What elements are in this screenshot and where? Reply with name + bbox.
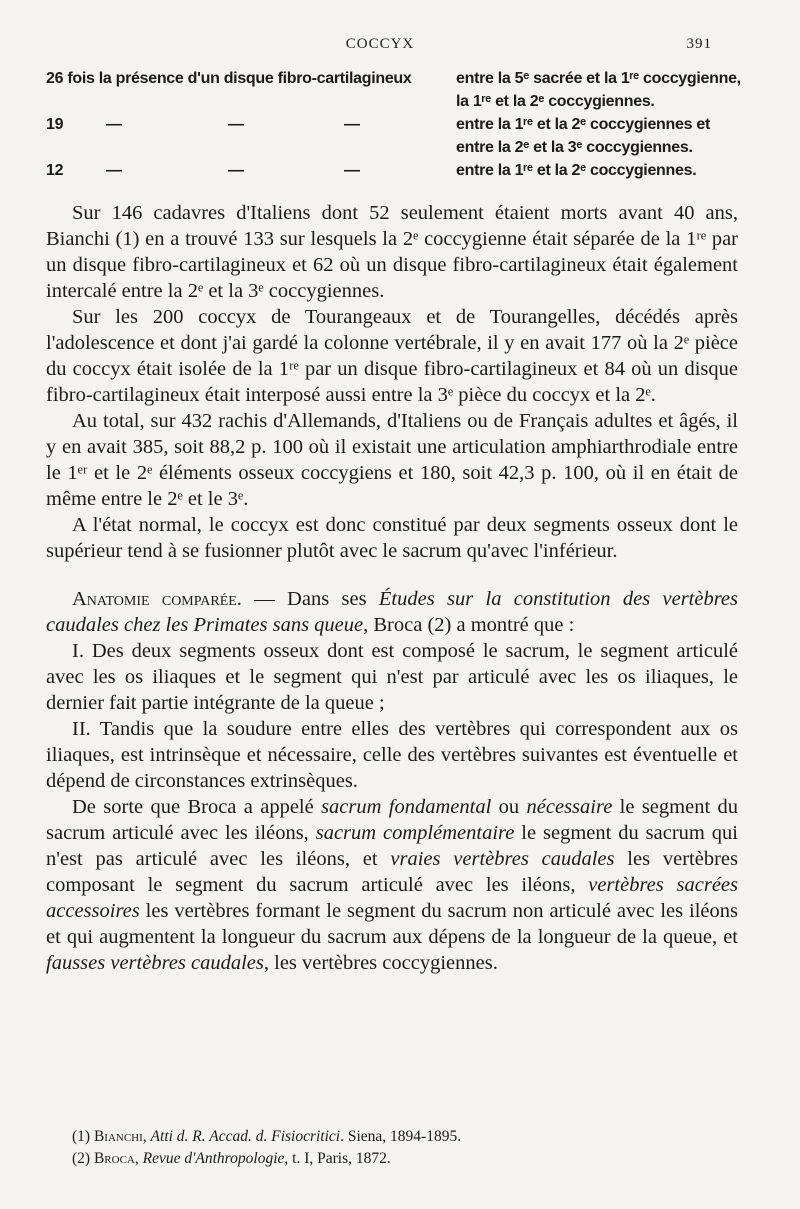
running-header bbox=[48, 36, 712, 60]
table-row bbox=[46, 93, 736, 116]
table-cell-location: entre la 1ʳᵉ et la 2ᵉ coccygiennes et bbox=[456, 116, 710, 133]
table-cell-location: entre la 5ᵉ sacrée et la 1ʳᵉ coccygienne, bbox=[456, 70, 741, 87]
table-cell-count: 12 bbox=[46, 162, 64, 179]
table-cell-count: 26 fois la présence d'un disque fibro-cartilagineux bbox=[46, 70, 412, 87]
section-heading: Anatomie comparée. bbox=[72, 588, 242, 610]
footnotes bbox=[72, 1126, 712, 1170]
footnote-2: (2) Broca, Revue d'Anthropologie, t. I, Paris, 1872. bbox=[72, 1150, 391, 1167]
table-row bbox=[46, 116, 736, 139]
table-cell-ditto: — bbox=[106, 162, 122, 179]
cited-work-title: Études sur la constitution des vertèbres caudales chez les Primates sans queue bbox=[46, 588, 739, 636]
paragraph-bianchi: Sur 146 cadavres d'Italiens dont 52 seulement étaient morts avant 40 ans, Bianchi (1) en a trouvé 133 sur lesquels la 2ᵉ coccygienne était séparée de la 1ʳᵉ par un disque fibro-cartilagineux et 62 où un disque fibro-cartilagineux était également intercalé entre la 2ᵉ et la 3ᵉ coccygiennes. bbox=[46, 202, 738, 302]
paragraph-anatomie-comparee: Anatomie comparée. — Dans ses Études sur la constitution des vertèbres caudales chez les Primates sans queue, Broca (2) a montré que : bbox=[46, 588, 739, 636]
table-cell-ditto: — bbox=[228, 162, 244, 179]
table-cell-location: entre la 2ᵉ et la 3ᵉ coccygiennes. bbox=[456, 139, 693, 156]
table-cell-ditto: — bbox=[228, 116, 244, 133]
paragraph-point-one: I. Des deux segments osseux dont est composé le sacrum, le segment articulé avec les os iliaques et le segment qui n'est par articulé avec les os iliaques, le dernier fait partie intégrante de la queue ; bbox=[46, 640, 738, 714]
table-cell-location: entre la 1ʳᵉ et la 2ᵉ coccygiennes. bbox=[456, 162, 697, 179]
page-number: 391 bbox=[686, 36, 712, 52]
paragraph-point-two: II. Tandis que la soudure entre elles des vertèbres qui correspondent aux os iliaques, est intrinsèque et nécessaire, celle des vertèbres suivantes est éventuelle et dépend de circonstances extrinsèques. bbox=[46, 718, 738, 792]
paragraph-tourangeaux: Sur les 200 coccyx de Tourangeaux et de Tourangelles, décédés après l'adolescence et dont j'ai gardé la colonne vertébrale, il y en avait 177 où la 2ᵉ pièce du coccyx était isolée de la 1ʳᵉ par un disque fibro-cartilagineux et 84 où un disque fibro-cartilagineux était interposé aussi entre la 3ᵉ pièce du coccyx et la 2ᵉ. bbox=[46, 306, 738, 406]
body-text bbox=[46, 200, 738, 976]
footnote-author: Broca bbox=[93, 1150, 135, 1167]
table-cell-location: la 1ʳᵉ et la 2ᵉ coccygiennes. bbox=[456, 93, 655, 110]
footnote-title: Revue d'Anthropologie bbox=[142, 1150, 285, 1167]
footnote-author: Bianchi bbox=[93, 1128, 143, 1145]
paragraph-conclusion: A l'état normal, le coccyx est donc constitué par deux segments osseux dont le supérieur tend à se fusionner plutôt avec le sacrum qu'avec l'inférieur. bbox=[46, 514, 738, 562]
table-cell-ditto: — bbox=[344, 162, 360, 179]
table-cell-ditto: — bbox=[344, 116, 360, 133]
running-title: COCCYX bbox=[345, 36, 415, 52]
table-row bbox=[46, 70, 741, 93]
footnote-1: (1) Bianchi, Atti d. R. Accad. d. Fisiocritici. Siena, 1894-1895. bbox=[72, 1128, 462, 1145]
table-cell-ditto: — bbox=[106, 116, 122, 133]
table-row bbox=[46, 139, 736, 162]
paragraph-total: Au total, sur 432 rachis d'Allemands, d'Italiens ou de Français adultes et âgés, il y en avait 385, soit 88,2 p. 100 où il existait une articulation amphiarthrodiale entre le 1ᵉʳ et le 2ᵉ éléments osseux coccygiens et 180, soit 42,3 p. 100, où il en était de même entre le 2ᵉ et le 3ᵉ. bbox=[46, 410, 738, 510]
footnote-title: Atti d. R. Accad. d. Fisiocritici bbox=[150, 1128, 341, 1145]
paragraph-definitions: De sorte que Broca a appelé sacrum fondamental ou nécessaire le segment du sacrum articulé avec les iléons, sacrum complémentaire le segment du sacrum qui n'est pas articulé avec les iléons, et vraies vertèbres caudales les vertèbres composant le segment du sacrum articulé avec les iléons, vertèbres sacrées accessoires les vertèbres formant le segment du sacrum non articulé avec les iléons et qui augmentent la longueur du sacrum aux dépens de la longueur de la queue, et fausses vertèbres caudales, les vertèbres coccygiennes. bbox=[46, 796, 739, 974]
table-row bbox=[46, 162, 736, 185]
table-cell-count: 19 bbox=[46, 116, 64, 133]
statistics-table bbox=[46, 70, 741, 185]
